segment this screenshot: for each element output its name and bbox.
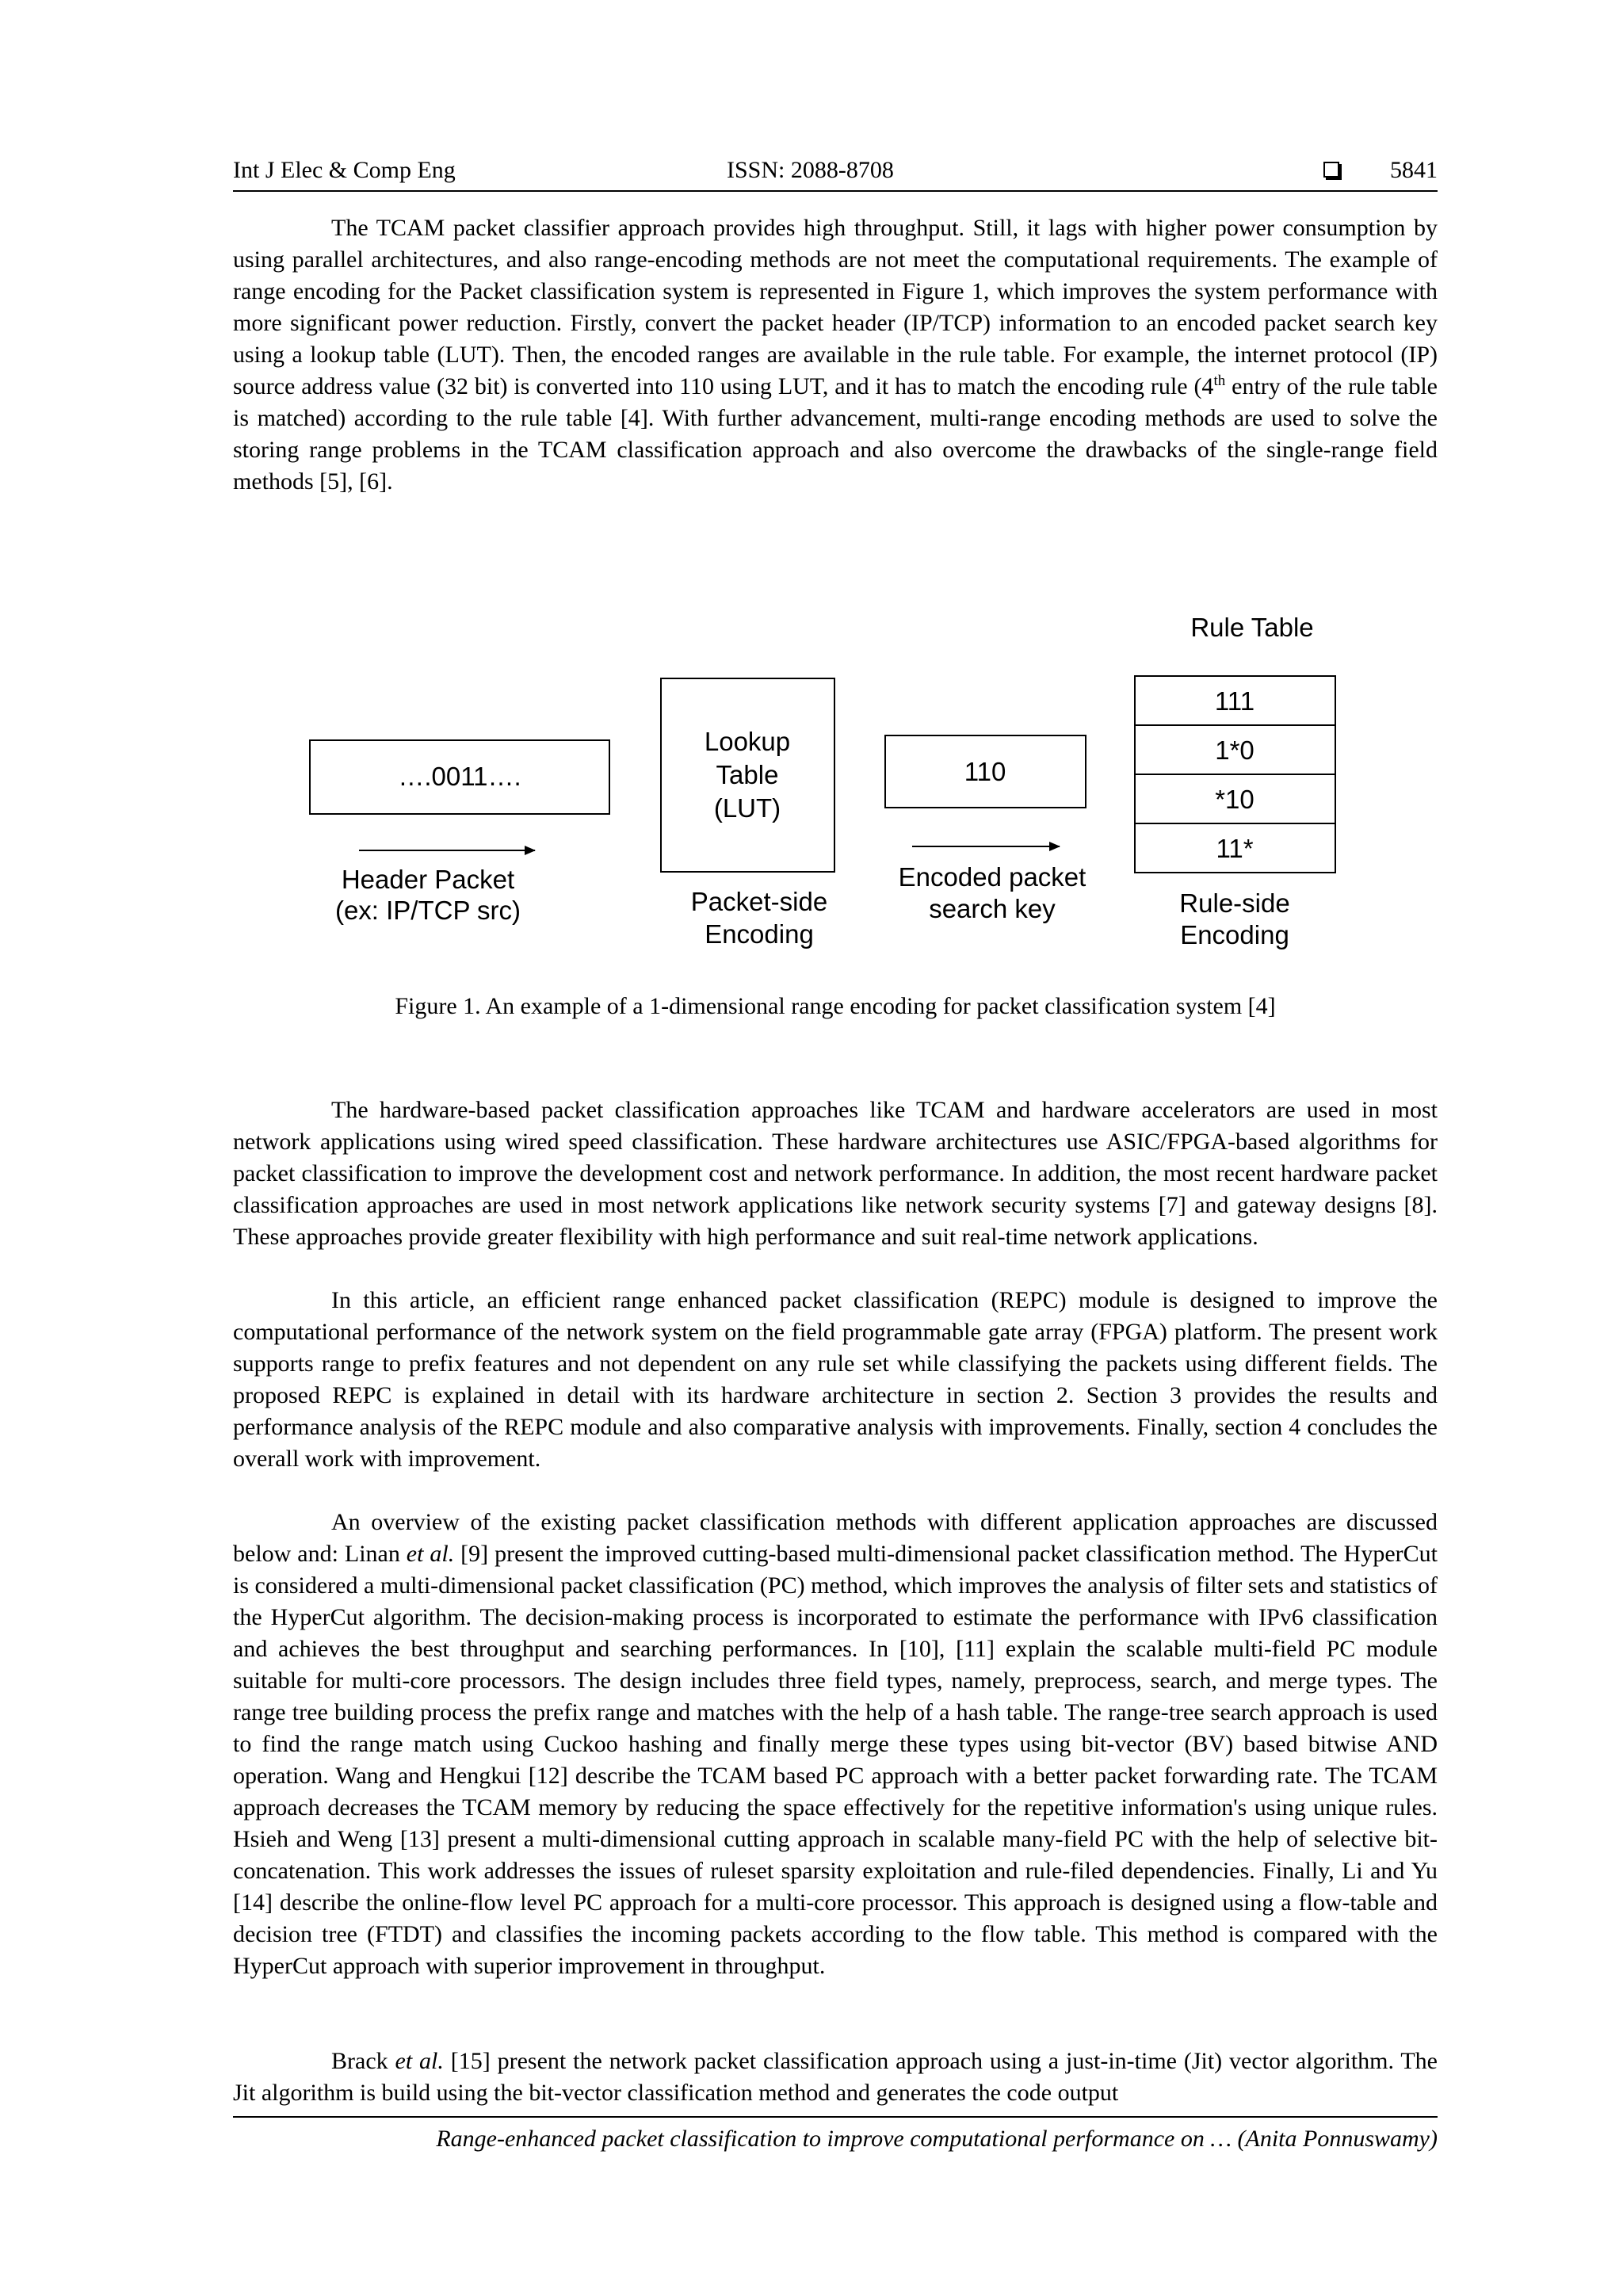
rule-value: *10 xyxy=(1215,785,1254,814)
square-icon xyxy=(1323,162,1339,178)
rule-value: 111 xyxy=(1214,686,1255,716)
lut-label-line-1: Lookup xyxy=(704,727,791,756)
lut-label-line-2: Table xyxy=(716,760,779,789)
paragraph-article: In this article, an efficient range enhanced packet classification (REPC) module is designed to improve the computational performance of the network system on the field programmable gate array (FPGA) platform. The present work supports range to prefix features and not dependent on any rule set while classifying the packets using different fields. The proposed REPC is explained in detail with its hardware architecture in section 2. Section 3 provides the results and performance analysis of the REPC module and also comparative analysis with improvements. Finally, section 4 concludes the overall work with improvement. xyxy=(233,1287,1438,1472)
header-packet-box xyxy=(310,740,609,814)
header-packet-value: ….0011…. xyxy=(398,762,521,791)
encoded-key-value: 110 xyxy=(964,757,1006,786)
running-footer: Range-enhanced packet classification to improve computational performance on … (Anita Ponnuswamy) xyxy=(233,2116,1438,2153)
rule-side-sublabel: Encoding xyxy=(1180,920,1289,949)
rule-table-title: Rule Table xyxy=(1190,613,1314,642)
page-number: 5841 xyxy=(1390,157,1438,183)
paragraph-tcam: The TCAM packet classifier approach provides high throughput. Still, it lags with higher power consumption by using parallel architectures, and also range-encoding methods are not meet the computational requirements. The example of range encoding for the Packet classification system is represented in Figure 1, which improves the system performance with more significant power reduction. Firstly, convert the packet header (IP/TCP) information to an encoded packet search key using a lookup table (LUT). Then, the encoded ranges are available in the rule table. For example, the internet protocol (IP) source address value (32 bit) is converted into 110 using LUT, and it has to match the encoding rule (4th entry of the rule table is matched) according to the rule table [4]. With further advancement, multi-range encoding methods are used to solve the storing range problems in the TCAM classification approach and also overcome the drawbacks of the single-range field methods [5], [6]. xyxy=(233,215,1438,495)
rule-side-label: Rule-side xyxy=(1179,888,1290,918)
packet-side-sublabel: Encoding xyxy=(705,919,814,949)
encoded-key-box xyxy=(885,735,1086,808)
paragraph-brack: Brack et al. [15] present the network packet classification approach using a just-in-time (Jit) vector algorithm. The Jit algorithm is build using the bit-vector classification method and generates the code output xyxy=(233,2048,1438,2106)
lut-label-line-3: (LUT) xyxy=(713,793,781,823)
rule-row xyxy=(1135,823,1335,873)
header-packet-label: Header Packet xyxy=(341,865,515,894)
encoded-key-label: Encoded packet xyxy=(898,862,1086,892)
packet-side-label: Packet-side xyxy=(690,887,828,916)
rule-row xyxy=(1135,774,1335,823)
rule-value: 11* xyxy=(1216,834,1254,863)
header-packet-sublabel: (ex: IP/TCP src) xyxy=(334,896,521,925)
encoded-key-sublabel: search key xyxy=(929,894,1056,923)
rule-value: 1*0 xyxy=(1215,735,1254,765)
paragraph-hardware: The hardware-based packet classification approaches like TCAM and hardware accelerators are used in most network applications using wired speed classification. These hardware architectures use ASIC/FPGA-based algorithms for packet classification to improve the development cost and network performance. In addition, the most recent hardware packet classification approaches are used in most network applications like network security systems [7] and gateway designs [8]. These approaches provide greater flexibility with high performance and suit real-time network applications. xyxy=(233,1097,1438,1250)
rule-row xyxy=(1135,676,1335,725)
paragraph-overview: An overview of the existing packet classification methods with different application approaches are discussed below and: Linan et al. [9] present the improved cutting-based multi-dimensional packet classification method. The HyperCut is considered a multi-dimensional packet classification (PC) method, which improves the analysis of filter sets and statistics of the HyperCut algorithm. The decision-making process is incorporated to estimate the performance with IPv6 classification and achieves the best throughput and searching performances. In [10], [11] explain the scalable multi-field PC module suitable for multi-core processors. The design includes three field types, namely, preprocess, search, and merge types. The range tree building process the prefix range and matches with the help of a hash table. The range-tree search approach is used to find the range match using Cuckoo hashing and finally merge these types using bit-vector (BV) based bitwise AND operation. Wang and Hengkui [12] describe the TCAM based PC approach with a better packet forwarding rate. The TCAM approach decreases the TCAM memory by reducing the space effectively for the repetitive information's using unique rules. Hsieh and Weng [13] present a multi-dimensional cutting approach in scalable many-field PC with the help of selective bit-concatenation. This work addresses the issues of ruleset sparsity exploitation and rule-filed dependencies. Finally, Li and Yu [14] describe the online-flow level PC approach for a multi-core processor. This approach is designed using a flow-table and decision tree (FTDT) and classifies the incoming packets according to the flow table. This method is compared with the HyperCut approach with superior improvement in throughput. xyxy=(233,1509,1438,1979)
journal-name: Int J Elec & Comp Eng xyxy=(233,157,456,183)
running-header xyxy=(233,155,1438,192)
issn: ISSN: 2088-8708 xyxy=(727,157,894,183)
figure-caption: Figure 1. An example of a 1-dimensional range encoding for packet classification system [4] xyxy=(395,993,1276,1019)
lut-box xyxy=(661,678,834,872)
rule-row xyxy=(1135,725,1335,774)
